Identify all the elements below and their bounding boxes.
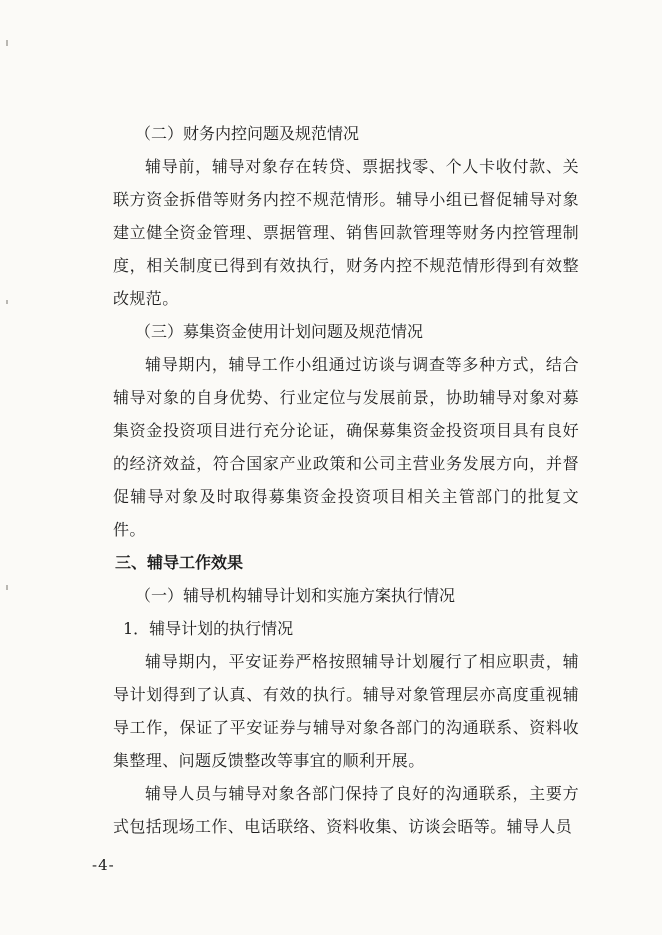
paragraph-communication: 辅导人员与辅导对象各部门保持了良好的沟通联系，主要方式包括现场工作、电话联络、资料收集、访谈会晤等。辅导人员 bbox=[113, 784, 579, 836]
document-body bbox=[113, 117, 579, 843]
heading-fund-usage: （三）募集资金使用计划问题及规范情况 bbox=[135, 322, 424, 341]
section-heading-results: 三、辅导工作效果 bbox=[115, 553, 244, 572]
scan-edge-mark bbox=[6, 300, 8, 304]
paragraph-financial-control: 辅导前，辅导对象存在转贷、票据找零、个人卡收付款、关联方资金拆借等财务内控不规范情形。辅导小组已督促辅导对象建立健全资金管理、票据管理、销售回款管理等财务内控管理制度，相关制度已得到有效执行，财务内控不规范情形得到有效整改规范。 bbox=[113, 157, 579, 308]
scan-edge-mark bbox=[6, 585, 8, 590]
item-heading-plan-execution: 1．辅导计划的执行情况 bbox=[123, 619, 294, 638]
heading-financial-control: （二）财务内控问题及规范情况 bbox=[135, 124, 360, 143]
paragraph-fund-usage: 辅导期内，辅导工作小组通过访谈与调查等多种方式，结合辅导对象的自身优势、行业定位与发展前景，协助辅导对象对募集资金投资项目进行充分论证，确保募集资金投资项目具有良好的经济效益，符合国家产业政策和公司主营业务发展方向，并督促辅导对象及时取得募集资金投资项目相关主管部门的批复文件。 bbox=[113, 355, 579, 539]
page-number: -4- bbox=[92, 856, 115, 874]
subheading-plan-execution: （一）辅导机构辅导计划和实施方案执行情况 bbox=[135, 586, 456, 605]
paragraph-plan-execution: 辅导期内，平安证券严格按照辅导计划履行了相应职责，辅导计划得到了认真、有效的执行。辅导对象管理层亦高度重视辅导工作，保证了平安证券与辅导对象各部门的沟通联系、资料收集整理、问题反馈整改等事宜的顺利开展。 bbox=[113, 652, 579, 770]
scan-edge-mark bbox=[6, 40, 8, 46]
